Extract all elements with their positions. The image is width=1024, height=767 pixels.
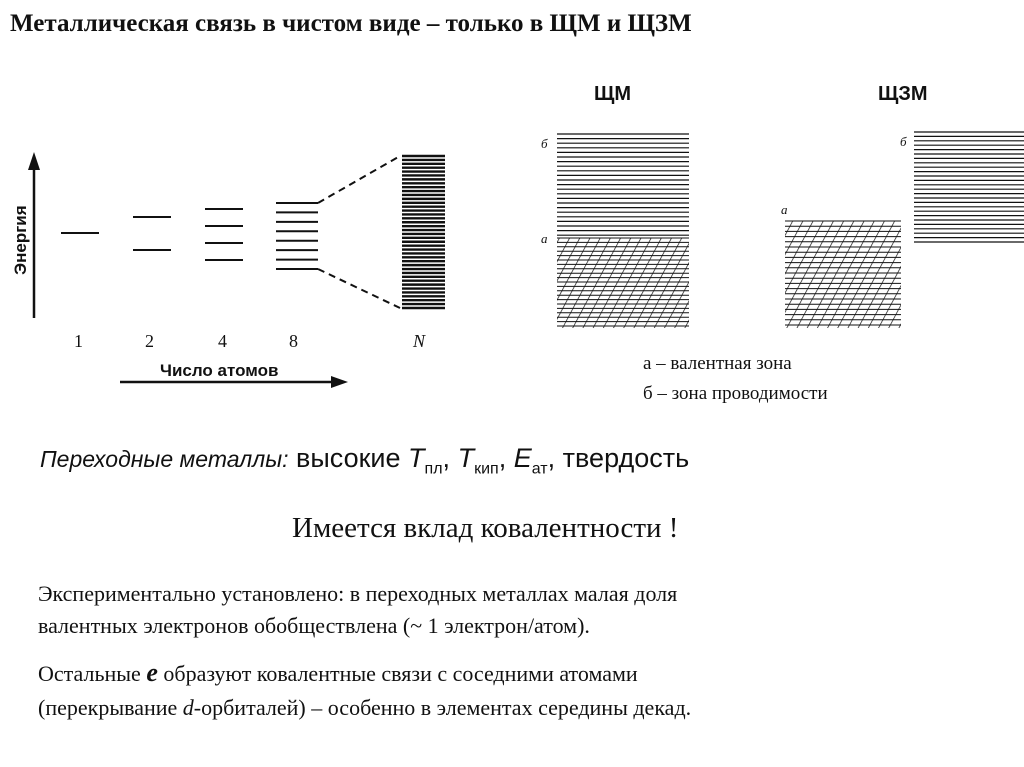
x-axis-arrowhead <box>331 376 348 388</box>
boiling-temp-sep: , <box>498 443 507 473</box>
atomization-energy-subscript: ат <box>531 460 548 478</box>
experimental-line-1: Экспериментально установлено: в переходных металлах малая доля <box>38 581 678 606</box>
alkaline-earth-lower-band-label: а <box>781 202 788 217</box>
atom-count-4: 4 <box>218 331 227 351</box>
x-axis-label: Число атомов <box>160 361 279 380</box>
y-axis-label: Энергия <box>11 205 30 275</box>
melting-temp-symbol: T <box>408 443 425 473</box>
energy-level-diagram <box>0 140 470 400</box>
atomization-energy-sep: , <box>547 443 556 473</box>
transition-metals-line <box>40 443 689 478</box>
boiling-temp-symbol: T <box>457 443 475 473</box>
d-orbital-symbol: d <box>182 694 194 720</box>
alkali-lower-band-label: а <box>541 231 548 246</box>
atom-count-8: 8 <box>289 331 298 351</box>
y-axis-arrowhead <box>28 152 40 170</box>
alkali-valence-band-levels <box>557 238 689 326</box>
remaining-line-2 <box>38 692 691 724</box>
experimental-line-2: валентных электронов обобществлена (~ 1 электрон/атом). <box>38 612 590 638</box>
remaining-line-2-rest: -орбиталей) – особенно в элементах середины декад. <box>193 694 692 720</box>
legend-conduction-band: б – зона проводимости <box>643 383 828 404</box>
legend-valence-band: а – валентная зона <box>643 353 792 374</box>
alkaline-earth-valence-band-levels <box>785 221 901 325</box>
band-diagrams <box>530 120 1024 340</box>
electron-symbol: e <box>146 658 158 687</box>
remaining-line-1 <box>38 654 691 692</box>
remaining-electrons-paragraph <box>38 654 691 724</box>
atom-count-1: 1 <box>74 331 83 351</box>
remaining-line-1-rest: образуют ковалентные связи с соседними атомами <box>163 661 638 686</box>
alkaline-earth-diagram-title: ЩЗМ <box>878 83 928 105</box>
melting-temp-sep: , <box>442 443 451 473</box>
atom-count-labels <box>74 331 426 351</box>
alkali-diagram-title: ЩМ <box>594 83 632 105</box>
transition-metals-label: Переходные металлы <box>40 446 283 472</box>
transition-metals-colon: : <box>282 446 289 472</box>
slide-title: Металлическая связь в чистом виде – только в ЩМ и ЩЗМ <box>10 10 692 37</box>
alkali-upper-band-label: б <box>541 136 548 151</box>
experimental-paragraph <box>38 578 677 642</box>
energy-levels <box>61 156 445 308</box>
atom-count-2: 2 <box>145 331 154 351</box>
alkaline-earth-band-diagram <box>781 132 1024 328</box>
alkaline-earth-upper-band-label: б <box>900 134 907 149</box>
atom-count-n: N <box>413 331 426 351</box>
band-edge-dashed-lower <box>318 269 400 308</box>
hardness-word: твердость <box>562 443 690 473</box>
boiling-temp-subscript: кип <box>474 460 499 478</box>
remaining-word: Остальные <box>38 661 141 686</box>
band-edge-dashed-upper <box>318 156 400 203</box>
alkali-band-diagram <box>541 134 689 328</box>
alkaline-earth-conduction-band <box>914 132 1024 242</box>
high-word: высокие <box>296 443 401 473</box>
covalence-note: Имеется вклад ковалентности ! <box>292 512 679 544</box>
overlap-word: (перекрывание <box>38 694 178 720</box>
atomization-energy-symbol: E <box>513 443 532 473</box>
alkali-conduction-band <box>557 134 689 235</box>
melting-temp-subscript: пл <box>424 460 443 478</box>
